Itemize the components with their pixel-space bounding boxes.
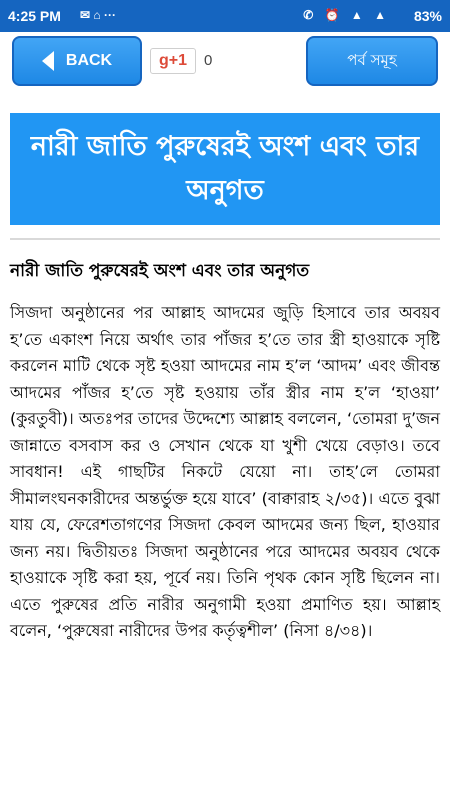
google-plus-count: 0 — [204, 52, 213, 69]
status-time: 4:25 PM — [8, 8, 61, 24]
article-title-banner — [10, 113, 440, 225]
divider — [10, 238, 440, 240]
battery-level: 83% — [413, 8, 442, 24]
chapters-button[interactable] — [306, 36, 438, 86]
status-bar — [0, 0, 450, 32]
back-arrow-icon — [42, 51, 54, 71]
article-heading: নারী জাতি পুরুষেরই অংশ এবং তার অনুগত — [10, 261, 310, 281]
signal-icons: ✆ ⏰ ▲ ▲ — [303, 8, 390, 22]
banner-title: নারী জাতি পুরুষেরই অংশ এবং তার অনুগত — [30, 131, 420, 206]
back-button[interactable] — [12, 36, 142, 86]
back-button-label: BACK — [65, 52, 113, 69]
app-toolbar — [0, 32, 450, 92]
google-plus-one-button[interactable]: g+1 — [150, 48, 196, 74]
article-body: সিজদা অনুষ্ঠানের পর আল্লাহ আদমের জুড়ি হিসাবে তার অবয়ব হ’তে একাংশ নিয়ে অর্থাৎ তার পাঁজর হ’তে তার স্ত্রী হাওয়াকে সৃষ্টি করলেন মাটি থেকে সৃষ্ট হওয়া আদমের নাম হ’ল ‘আদম’ এবং জীবন্ত আদমের পাঁজর হ’তে সৃষ্ট হওয়ায় তাঁর স্ত্রীর নাম হ’ল ‘হাওয়া’ (কুরতুবী)। অতঃপর তাদের উদ্দেশ্যে আল্লাহ বললেন, ‘তোমরা দু’জন জান্নাতে বসবাস কর ও সেখান থেকে যা খুশী খেয়ে বেড়াও। তবে সাবধান! এই গাছটির নিকটে যেয়ো না। তাহ’লে তোমরা সীমালংঘনকারীদের অন্তর্ভুক্ত হয়ে যাবে’ (বাক্বারাহ ২/৩৫)। এতে বুঝা যায় যে, ফেরেশতাগণের সিজদা কেবল আদমের জন্য ছিল, হাওয়ার জন্য নয়। দ্বিতীয়তঃ সিজদা অনুষ্ঠানের পরে আদমের অবয়ব থেকে হাওয়াকে সৃষ্টি করা হয়, পূর্বে নয়। তিনি পৃথক কোন সৃষ্টি ছিলেন না। এতে পুরুষের প্রতি নারীর অনুগামী হওয়া প্রমাণিত হয়। আল্লাহ বলেন, ‘পুরুষেরা নারীদের উপর কর্তৃত্বশীল’ (নিসা ৪/৩৪)। — [10, 303, 440, 640]
notification-icons: ✉ ⌂ ··· — [80, 8, 116, 22]
chapters-button-label: পর্ব সমূহ — [347, 50, 397, 69]
